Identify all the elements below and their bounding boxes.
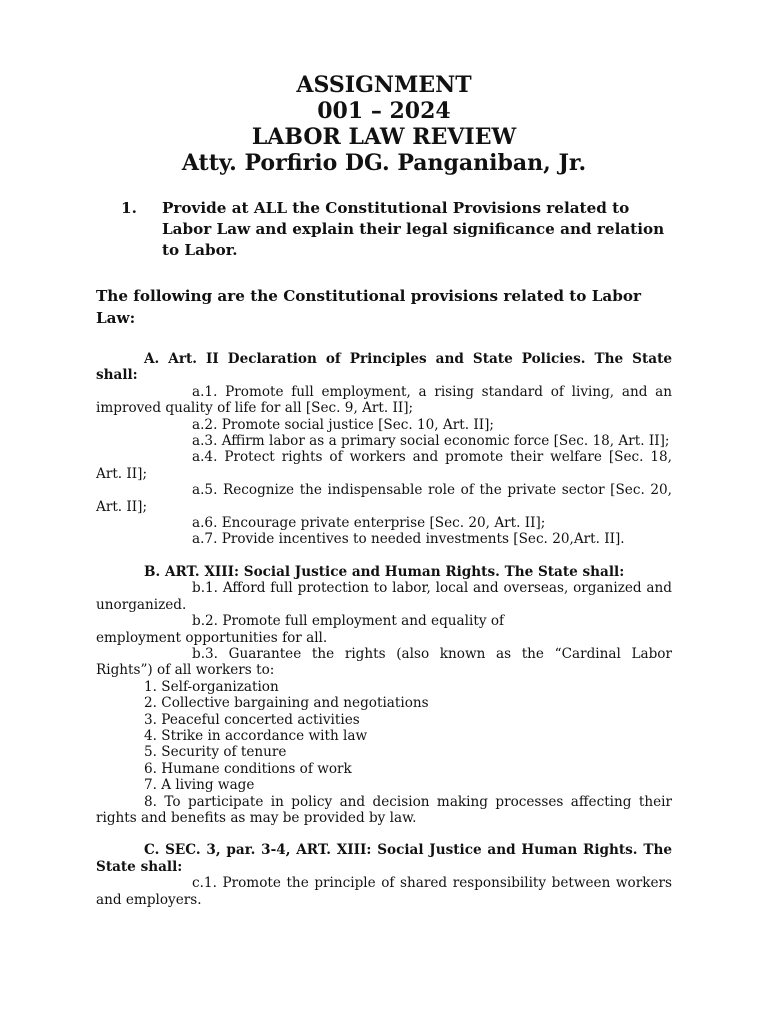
title-line-professor: Atty. Porfirio DG. Panganiban, Jr. [181, 150, 587, 176]
list-item: a.5. Recognize the indispensable role of the private sector [Sec. 20, Art. II]; [96, 482, 672, 515]
rights-list-item: 4. Strike in accordance with law [144, 727, 368, 744]
list-item-continuation: employment opportunities for all. [96, 629, 328, 646]
intro-paragraph: The following are the Constitutional provisions related to Labor Law: [96, 287, 641, 327]
list-item: a.7. Provide incentives to needed investments [Sec. 20,Art. II]. [192, 531, 625, 548]
list-item: b.3. Guarantee the rights (also known as the “Cardinal Labor Rights”) of all workers to: [96, 645, 672, 679]
section-b-heading: B. ART. XIII: Social Justice and Human Rights. The State shall: [144, 563, 625, 580]
title-line-assignment: ASSIGNMENT [296, 72, 472, 98]
section-b [96, 564, 672, 827]
list-item: a.3. Affirm labor as a primary social economic force [Sec. 18, Art. II]; [192, 433, 670, 450]
rights-list-item: 7. A living wage [144, 777, 255, 794]
section-a [96, 351, 672, 548]
rights-list-item: 6. Humane conditions of work [144, 760, 352, 777]
list-item: c.1. Promote the principle of shared responsibility between workers and employers. [96, 875, 672, 908]
list-item: a.4. Protect rights of workers and promote their welfare [Sec. 18, Art. II]; [96, 449, 672, 482]
list-item: b.2. Promote full employment and equality of [192, 613, 505, 630]
rights-list-item: 2. Collective bargaining and negotiations [144, 695, 429, 712]
rights-list-item: 5. Security of tenure [144, 744, 287, 761]
list-item: b.1. Afford full protection to labor, local and overseas, organized and unorganized. [96, 580, 672, 613]
title-line-number: 001 – 2024 [317, 98, 451, 124]
list-item: a.1. Promote full employment, a rising standard of living, and an improved quality of life for all [Sec. 9, Art. II]; [96, 383, 672, 417]
section-c [96, 842, 672, 908]
question-item [96, 198, 672, 261]
section-c-heading: C. SEC. 3, par. 3-4, ART. XIII: Social Justice and Human Rights. The State shall: [96, 842, 672, 875]
rights-list-item: 8. To participate in policy and decision making processes affecting their rights and benefits as may be provided by law. [96, 793, 672, 826]
section-a-heading: A. Art. II Declaration of Principles and State Policies. The State shall: [96, 351, 672, 384]
question-text: Provide at ALL the Constitutional Provisions related to Labor Law and explain their legal significance and relation to Labor. [162, 199, 665, 259]
list-item: a.6. Encourage private enterprise [Sec. 20, Art. II]; [192, 515, 546, 532]
document-title [96, 72, 672, 176]
rights-list-item: 3. Peaceful concerted activities [144, 711, 360, 728]
title-line-course: LABOR LAW REVIEW [251, 124, 517, 150]
rights-list-item: 1. Self-organization [144, 678, 279, 695]
list-item: a.2. Promote social justice [Sec. 10, Art. II]; [192, 416, 494, 433]
question-number: 1. [121, 199, 137, 217]
